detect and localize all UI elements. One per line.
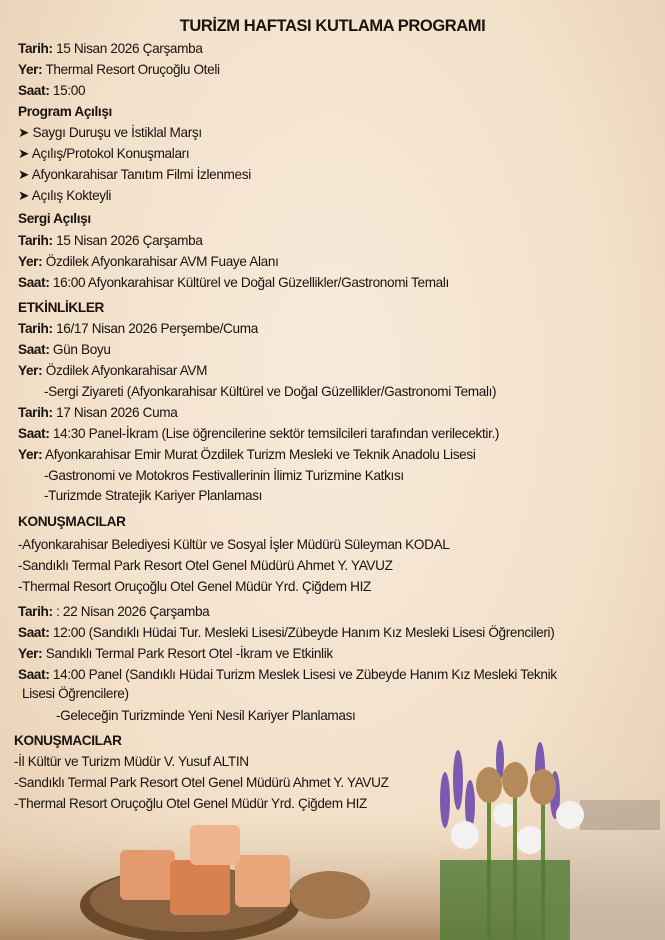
foliage-icon [440, 860, 570, 940]
etkinlik-row: Yer: Özdilek Afyonkarahisar AVM [18, 363, 208, 378]
gun22-row: -Geleceğin Turizminde Yeni Nesil Kariyer Planlaması [56, 708, 356, 723]
arrow-bullet-icon: ➤ [18, 125, 30, 140]
program-item: ➤ Afyonkarahisar Tanıtım Filmi İzlenmesi [18, 167, 251, 182]
etkinlik-row: -Turizmde Stratejik Kariyer Planlaması [44, 488, 263, 503]
program-heading: Program Açılışı [18, 104, 112, 119]
speaker-item: -Sandıklı Termal Park Resort Otel Genel Müdürü Ahmet Y. YAVUZ [14, 775, 389, 790]
etkinlik-row: Tarih: 17 Nisan 2026 Cuma [18, 405, 178, 420]
speaker-item: -Afyonkarahisar Belediyesi Kültür ve Sosyal İşler Müdürü Süleyman KODAL [18, 537, 450, 552]
sergi-heading: Sergi Açılışı [18, 211, 91, 226]
program-item: ➤ Açılış Kokteyli [18, 188, 112, 203]
etkinlik-row: Saat: 14:30 Panel-İkram (Lise öğrencilerine sektör temsilcileri tarafından verilecektir.) [18, 426, 500, 441]
intro-date: Tarih: 15 Nisan 2026 Çarşamba [18, 41, 203, 56]
sergi-row: Tarih: 15 Nisan 2026 Çarşamba [18, 233, 203, 248]
speaker-item: -Thermal Resort Oruçoğlu Otel Genel Müdür Yrd. Çiğdem HIZ [14, 796, 368, 811]
arrow-bullet-icon: ➤ [18, 146, 30, 161]
etkinlik-row: Yer: Afyonkarahisar Emir Murat Özdilek Turizm Mesleki ve Teknik Anadolu Lisesi [18, 447, 476, 462]
etkinlik-row: -Sergi Ziyareti (Afyonkarahisar Kültürel ve Doğal Güzellikler/Gastronomi Temalı) [44, 384, 497, 399]
gun22-row: Saat: 12:00 (Sandıklı Hüdai Tur. Mesleki Lisesi/Zübeyde Hanım Kız Mesleki Lisesi Öğrencileri) [18, 625, 555, 640]
etkinlik-row: -Gastronomi ve Motokros Festivallerinin İlimiz Turizmine Katkısı [44, 468, 404, 483]
intro-time: Saat: 15:00 [18, 83, 86, 98]
sergi-row: Saat: 16:00 Afyonkarahisar Kültürel ve Doğal Güzellikler/Gastronomi Temalı [18, 275, 449, 290]
etkinlik-row: Tarih: 16/17 Nisan 2026 Perşembe/Cuma [18, 321, 258, 336]
etkinlik-row: Saat: Gün Boyu [18, 342, 111, 357]
arrow-bullet-icon: ➤ [18, 188, 30, 203]
gun22-row: Lisesi Öğrencilere) [22, 686, 129, 701]
speaker-item: -Sandıklı Termal Park Resort Otel Genel Müdürü Ahmet Y. YAVUZ [18, 558, 393, 573]
sergi-row: Yer: Özdilek Afyonkarahisar AVM Fuaye Alanı [18, 254, 279, 269]
gun22-row: Saat: 14:00 Panel (Sandıklı Hüdai Turizm Meslek Lisesi ve Zübeyde Hanım Kız Mesleki Teknik [18, 667, 557, 682]
arrow-bullet-icon: ➤ [18, 167, 30, 182]
intro-place: Yer: Thermal Resort Oruçoğlu Oteli [18, 62, 220, 77]
speaker-item: -Thermal Resort Oruçoğlu Otel Genel Müdür Yrd. Çiğdem HIZ [18, 579, 372, 594]
program-item: ➤ Açılış/Protokol Konuşmaları [18, 146, 190, 161]
speaker-item: -İl Kültür ve Turizm Müdür V. Yusuf ALTIN [14, 754, 249, 769]
almond-bowl-icon [290, 871, 370, 919]
konusmacilar-heading: KONUŞMACILAR [18, 514, 126, 529]
konusmacilar-heading: KONUŞMACILAR [14, 733, 122, 748]
etkinlikler-heading: ETKİNLİKLER [18, 300, 105, 315]
page-title: TURİZM HAFTASI KUTLAMA PROGRAMI [179, 17, 486, 35]
gun22-row: Tarih: : 22 Nisan 2026 Çarşamba [18, 604, 210, 619]
program-item: ➤ Saygı Duruşu ve İstiklal Marşı [18, 125, 202, 140]
gun22-row: Yer: Sandıklı Termal Park Resort Otel -İkram ve Etkinlik [18, 646, 333, 661]
